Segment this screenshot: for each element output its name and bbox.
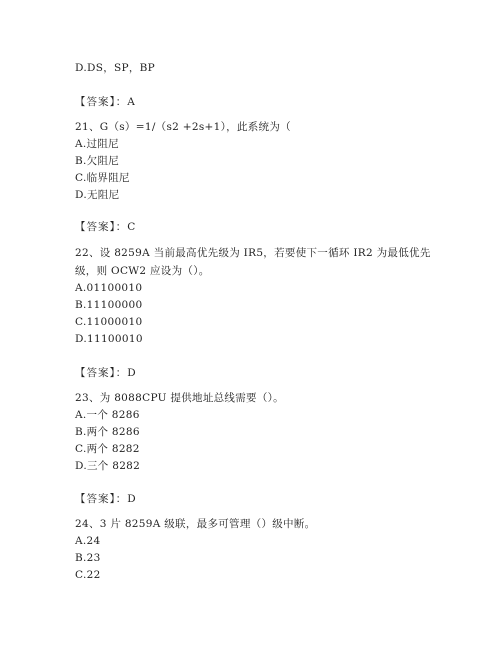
option-a-q24: A.24	[75, 535, 101, 547]
answer-q22: 【答案】：D	[75, 367, 137, 379]
answer-q23: 【答案】：D	[75, 493, 137, 505]
option-c-q21: C.临界阻尼	[75, 172, 130, 184]
question-22-line2: 级，则 OCW2 应设为（）。	[75, 265, 210, 277]
option-b-q21: B.欠阻尼	[75, 155, 120, 167]
option-b-q24: B.23	[75, 552, 101, 564]
option-a-q23: A.一个 8286	[75, 409, 140, 421]
option-a-q21: A.过阻尼	[75, 138, 119, 150]
answer-q20: 【答案】：A	[75, 96, 136, 108]
option-b-q22: B.11100000	[75, 299, 143, 311]
question-21: 21、G（s）=1/（s2 +2s+1），此系统为（	[75, 121, 291, 133]
option-d-q21: D.无阻尼	[75, 189, 120, 201]
option-d-q23: D.三个 8282	[75, 460, 141, 472]
option-d-q22: D.11100010	[75, 333, 143, 345]
question-22-line1: 22、设 8259A 当前最高优先级为 IR5，若要使下一循环 IR2 为最低优先	[75, 247, 431, 259]
option-c-q23: C.两个 8282	[75, 443, 140, 455]
option-d-q20: D.DS，SP，BP	[75, 62, 156, 74]
option-a-q22: A.01100010	[75, 282, 143, 294]
question-23: 23、为 8088CPU 提供地址总线需要（）。	[75, 392, 284, 404]
question-24: 24、3 片 8259A 级联，最多可管理（）级中断。	[75, 518, 316, 530]
answer-q21: 【答案】：C	[75, 221, 137, 233]
option-c-q22: C.11000010	[75, 316, 143, 328]
option-b-q23: B.两个 8286	[75, 426, 140, 438]
option-c-q24: C.22	[75, 569, 101, 581]
